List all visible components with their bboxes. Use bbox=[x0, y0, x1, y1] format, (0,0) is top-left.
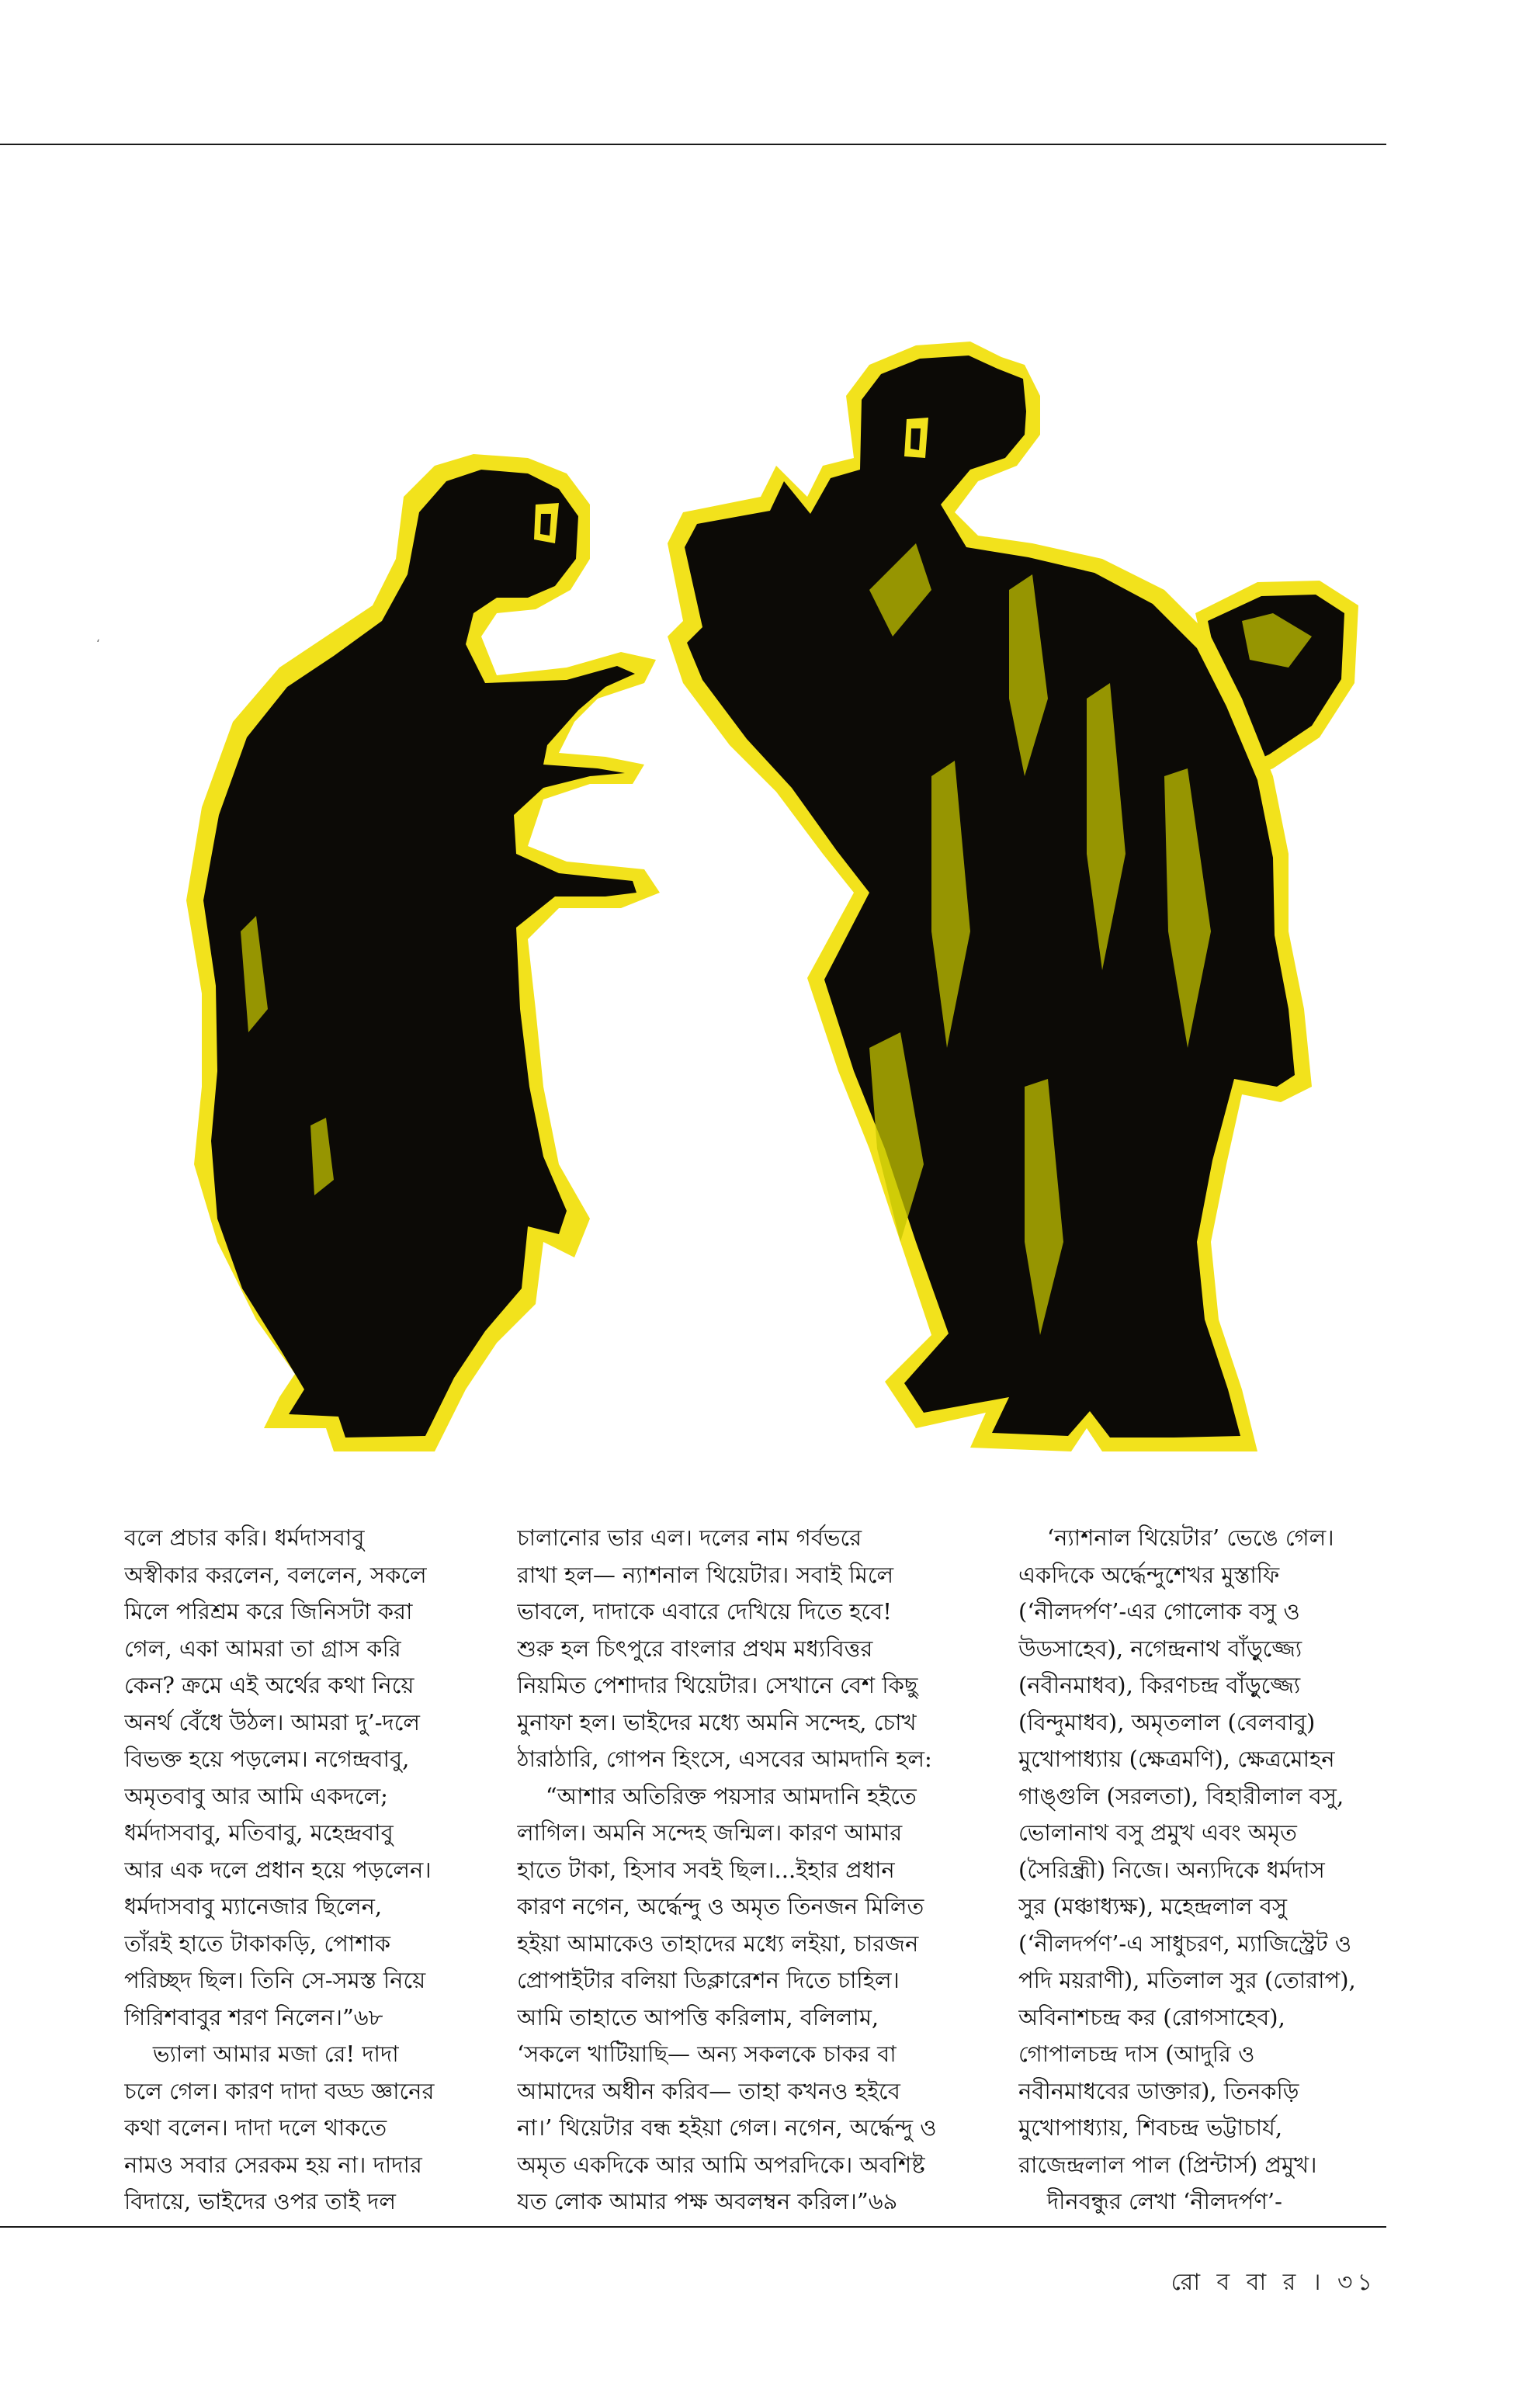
text-column-3: ‘ন্যাশনাল থিয়েটার’ ভেঙে গেল। একদিকে অর্দ্ধেন্দুশেখর মুস্তাফি (‘নীলদর্পণ’-এর গোলোক বসু ও উডসাহেব), নগেন্দ্রনাথ বাঁড়ুজ্জ্যে (নবীনমাধব), কিরণচন্দ্র বাঁড়ুজ্জ্যে (বিন্দুমাধব), অমৃতলাল (বেলবাবু) মুখোপাধ্যায় (ক্ষেত্রমণি), ক্ষেত্রমোহন গাঙ্গুলি (সরলতা), বিহারীলাল বসু, ভোলানাথ বসু প্রমুখ এবং অমৃত (সৈরিন্ধ্রী) নিজে। অন্যদিকে ধর্মদাস সুর (মঞ্চাধ্যক্ষ), মহেন্দ্রলাল বসু (‘নীলদর্পণ’-এ সাধুচরণ, ম্যাজিস্ট্রেট ও পদি ময়রাণী), মতিলাল সুর (তোরাপ), অবিনাশচন্দ্র কর (রোগসাহেব), গোপালচন্দ্র দাস (আদুরি ও নবীনমাধবের ডাক্তার), তিনকড়ি মুখোপাধ্যায়, শিবচন্দ্র ভট্টাচার্য, রাজেন্দ্রলাল পাল (প্রিন্টার্স) প্রমুখ। দীনবন্ধুর লেখা ‘নীলদর্পণ’- bbox=[1018, 1524, 1356, 2214]
text-column-1: বলে প্রচার করি। ধর্মদাসবাবু অস্বীকার করলেন, বললেন, সকলে মিলে পরিশ্রম করে জিনিসটা করা গেল, একা আমরা তা গ্রাস করি কেন? ক্রমে এই অর্থের কথা নিয়ে অনর্থ বেঁধে উঠল। আমরা দু’-দলে বিভক্ত হয়ে পড়লেম। নগেন্দ্রবাবু, অমৃতবাবু আর আমি একদলে; ধর্মদাসবাবু, মতিবাবু, মহেন্দ্রবাবু আর এক দলে প্রধান হয়ে পড়লেন। ধর্মদাসবাবু ম্যানেজার ছিলেন, তাঁরই হাতে টাকাকড়ি, পোশাক পরিচ্ছদ ছিল। তিনি সে-সমস্ত নিয়ে গিরিশবাবুর শরণ নিলেন।”৬৮ ভ্যালা আমার মজা রে! দাদা চলে গেল। কারণ দাদা বড্ড জ্ঞানের কথা বলেন। দাদা দলে থাকতে নামও সবার সেরকম হয় না। দাদার বিদায়ে, ভাইদের ওপর তাই দল bbox=[124, 1524, 435, 2214]
left-figure bbox=[203, 470, 636, 1438]
page-folio: রো ব বা র । ৩১ bbox=[1171, 2269, 1377, 2296]
right-eye bbox=[910, 428, 921, 450]
left-eye bbox=[540, 514, 551, 536]
text-column-2: চালানোর ভার এল। দলের নাম গর্বভরে রাখা হল— ন্যাশনাল থিয়েটার। সবাই মিলে ভাবলে, দাদাকে এবারে দেখিয়ে দিতে হবে! শুরু হল চিৎপুরে বাংলার প্রথম মধ্যবিত্তর নিয়মিত পেশাদার থিয়েটার। সেখানে বেশ কিছু মুনাফা হল। ভাইদের মধ্যে অমনি সন্দেহ, চোখ ঠারাঠারি, গোপন হিংসে, এসবের আমদানি হল: “আশার অতিরিক্ত পয়সার আমদানি হইতে লাগিল। অমনি সন্দেহ জন্মিল। কারণ আমার হাতে টাকা, হিসাব সবই ছিল।...ইহার প্রধান কারণ নগেন, অর্দ্ধেন্দু ও অমৃত তিনজন মিলিত হইয়া আমাকেও তাহাদের মধ্যে লইয়া, চারজন প্রোপাইটার বলিয়া ডিক্লারেশন দিতে চাহিল। আমি তাহাতে আপত্তি করিলাম, বলিলাম, ‘সকলে খাটিয়াছি— অন্য সকলকে চাকর বা আমাদের অধীন করিব— তাহা কখনও হইবে না।’ থিয়েটার বন্ধ হইয়া গেল। নগেন, অর্দ্ধেন্দু ও অমৃত একদিকে আর আমি অপরদিকে। অবশিষ্ট যত লোক আমার পক্ষ অবলম্বন করিল।”৬৯ bbox=[517, 1524, 937, 2214]
bottom-rule bbox=[0, 2226, 1386, 2228]
stray-mark: ‘ bbox=[96, 638, 100, 650]
